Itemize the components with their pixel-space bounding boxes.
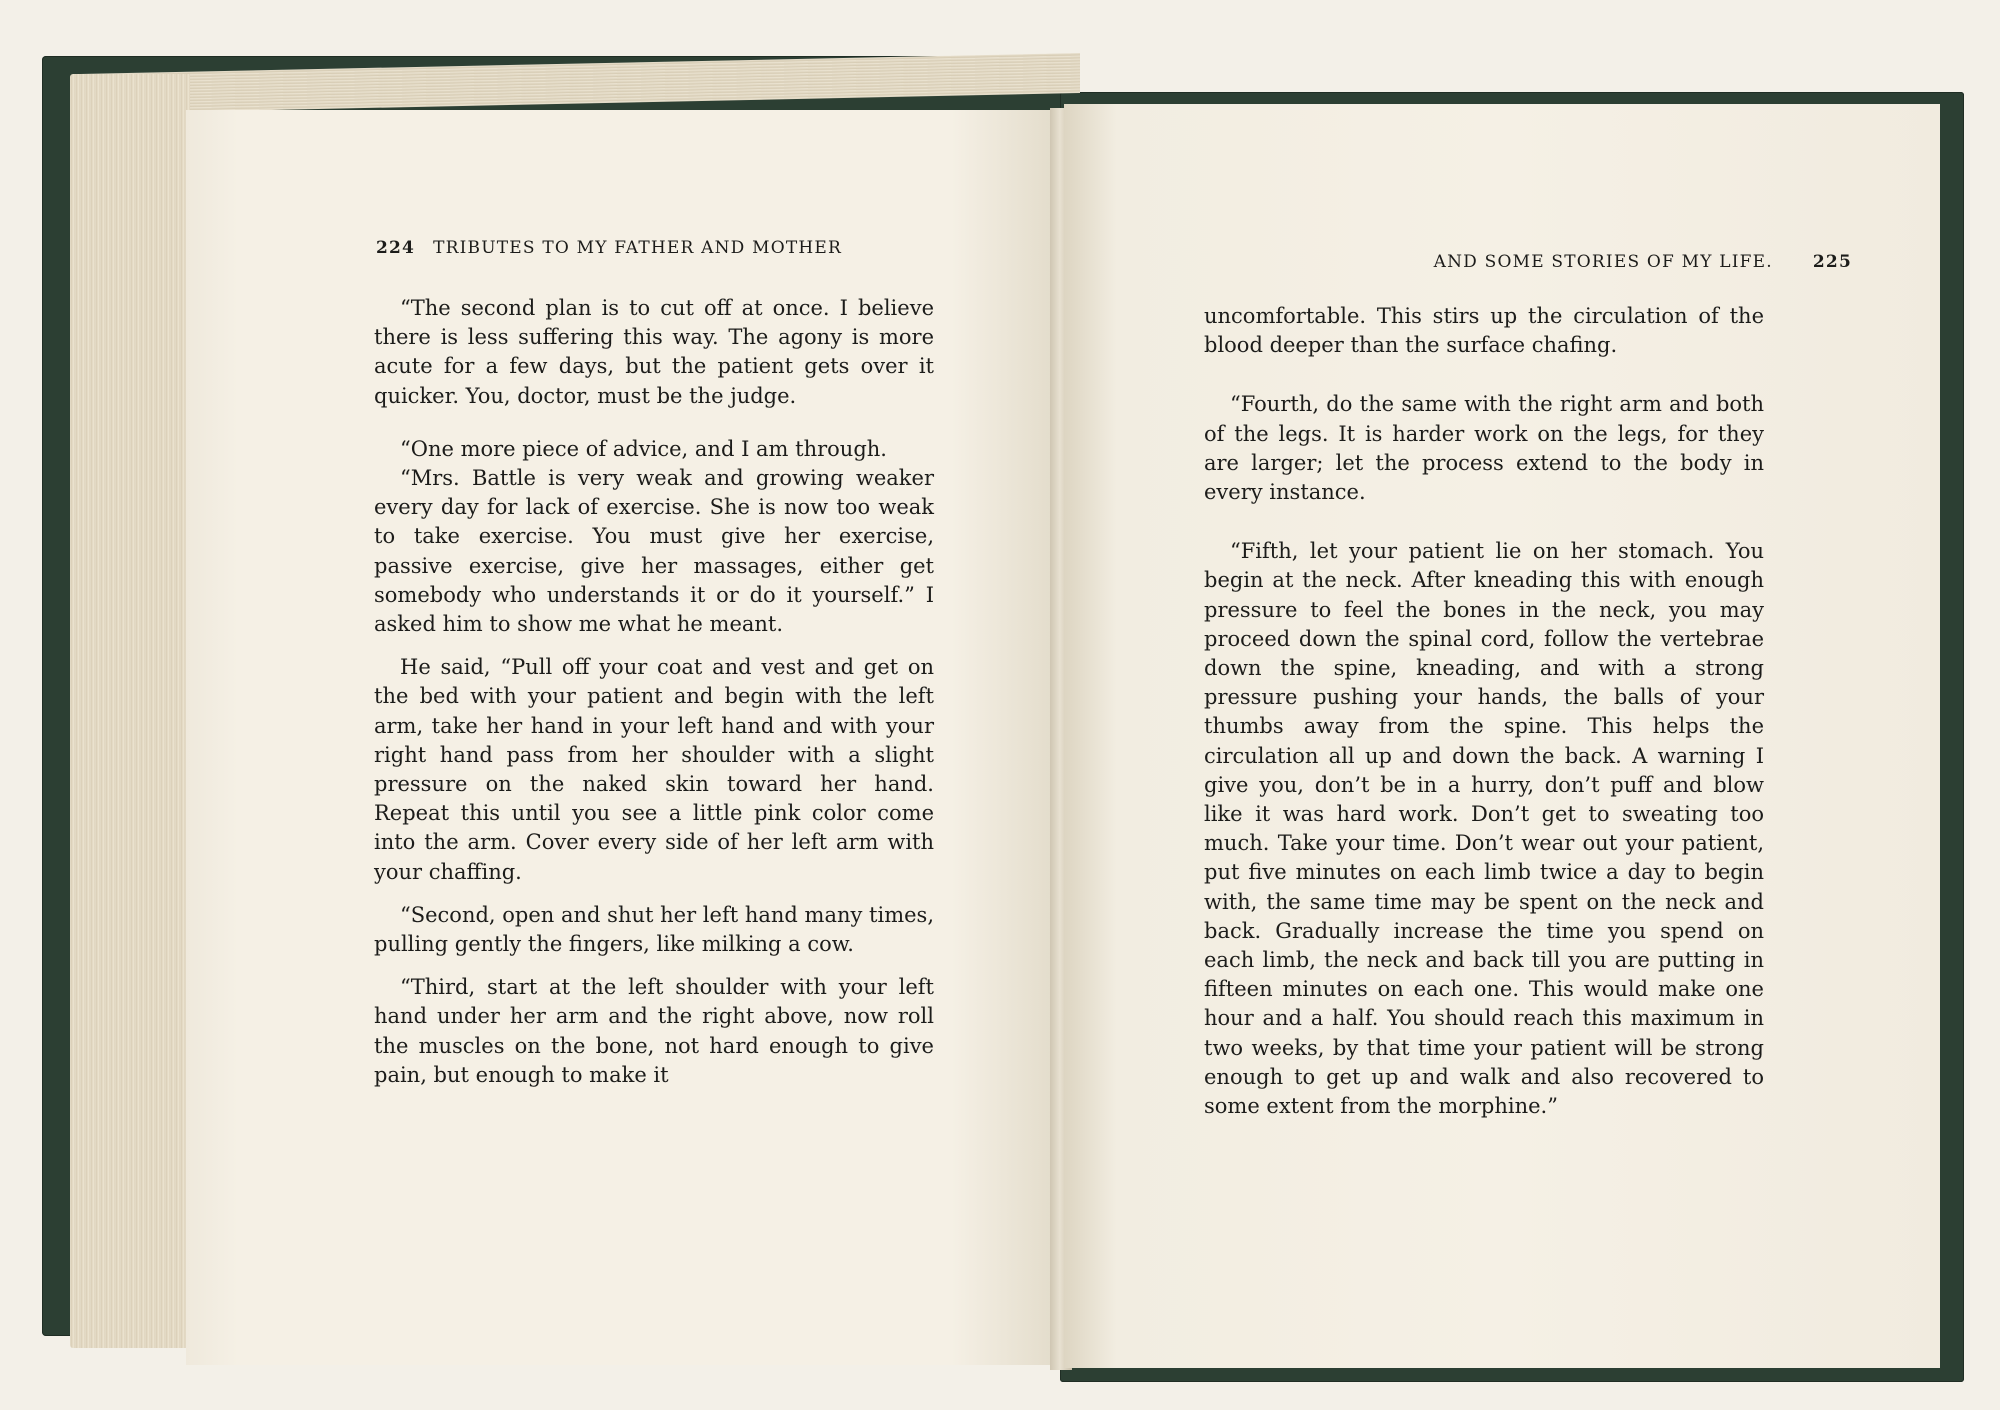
right-page-number: 225 [1812, 252, 1852, 272]
paragraph: “The second plan is to cut off at once. I believe there is less suffering this way. The agony is more acute for a few days, but the patient gets over it quicker. You, doctor, must be the judge. [374, 296, 934, 408]
right-running-head [1434, 252, 1852, 272]
paragraph: “Fifth, let your patient lie on her stomach. You begin at the neck. After kneading this with enough pressure to feel the bones in the neck, you may proceed down the spinal cord, follow the vertebrae down the spine, kneading, and with a strong pressure pushing your hands, the balls of your thumbs away from the spine. This helps the circulation all up and down the back. A warning I give you, don’t be in a hurry, don’t puff and blow like it was hard work. Don’t get to sweating too much. Take your time. Don’t wear out your patient, put five minutes on each limb twice a day to begin with, the same time may be spent on the neck and back. Gradually increase the time you spend on each limb, the neck and back till you are putting in fifteen minutes on each one. This would make one hour and a half. You should reach this maximum in two weeks, by that time your patient will be strong enough to get up and walk and also recovered to some extent from the morphine.” [1204, 539, 1764, 1119]
left-running-title: TRIBUTES TO MY FATHER AND MOTHER [433, 238, 843, 258]
right-running-title: AND SOME STORIES OF MY LIFE. [1433, 252, 1773, 272]
right-page-body [1204, 302, 1764, 1121]
paragraph: uncomfortable. This stirs up the circulation of the blood deeper than the surface chafing. [1204, 304, 1764, 358]
paragraph: He said, “Pull off your coat and vest and get on the bed with your patient and begin with the left arm, take her hand in your left hand and with your right hand pass from her shoulder with a slight pressure on the naked skin toward her hand. Repeat this until you see a little pink color come into the arm. Cover every side of her left arm with your chaffing. [374, 655, 934, 884]
paragraph: “Mrs. Battle is very weak and growing weaker every day for lack of exercise. She is now too weak to take exercise. You must give her exercise, passive exercise, give her massages, either get somebody who understands it or do it yourself.” I asked him to show me what he meant. [374, 466, 934, 637]
left-page-number: 224 [376, 238, 416, 258]
paragraph: “Fourth, do the same with the right arm and both of the legs. It is harder work on the legs, for they are larger; let the process extend to the body in every instance. [1204, 392, 1764, 505]
left-page-body [374, 294, 934, 1090]
left-page [186, 110, 1056, 1365]
paragraph: “Third, start at the left shoulder with your left hand under her arm and the right above, now roll the muscles on the bone, not hard enough to give pain, but enough to make it [374, 975, 934, 1087]
right-page [1064, 104, 1940, 1368]
left-running-head [376, 238, 842, 258]
paragraph: “One more piece of advice, and I am through. [400, 436, 887, 461]
paragraph: “Second, open and shut her left hand many times, pulling gently the fingers, like milking a cow. [374, 902, 934, 957]
page-stack-side-edge [70, 74, 190, 1348]
